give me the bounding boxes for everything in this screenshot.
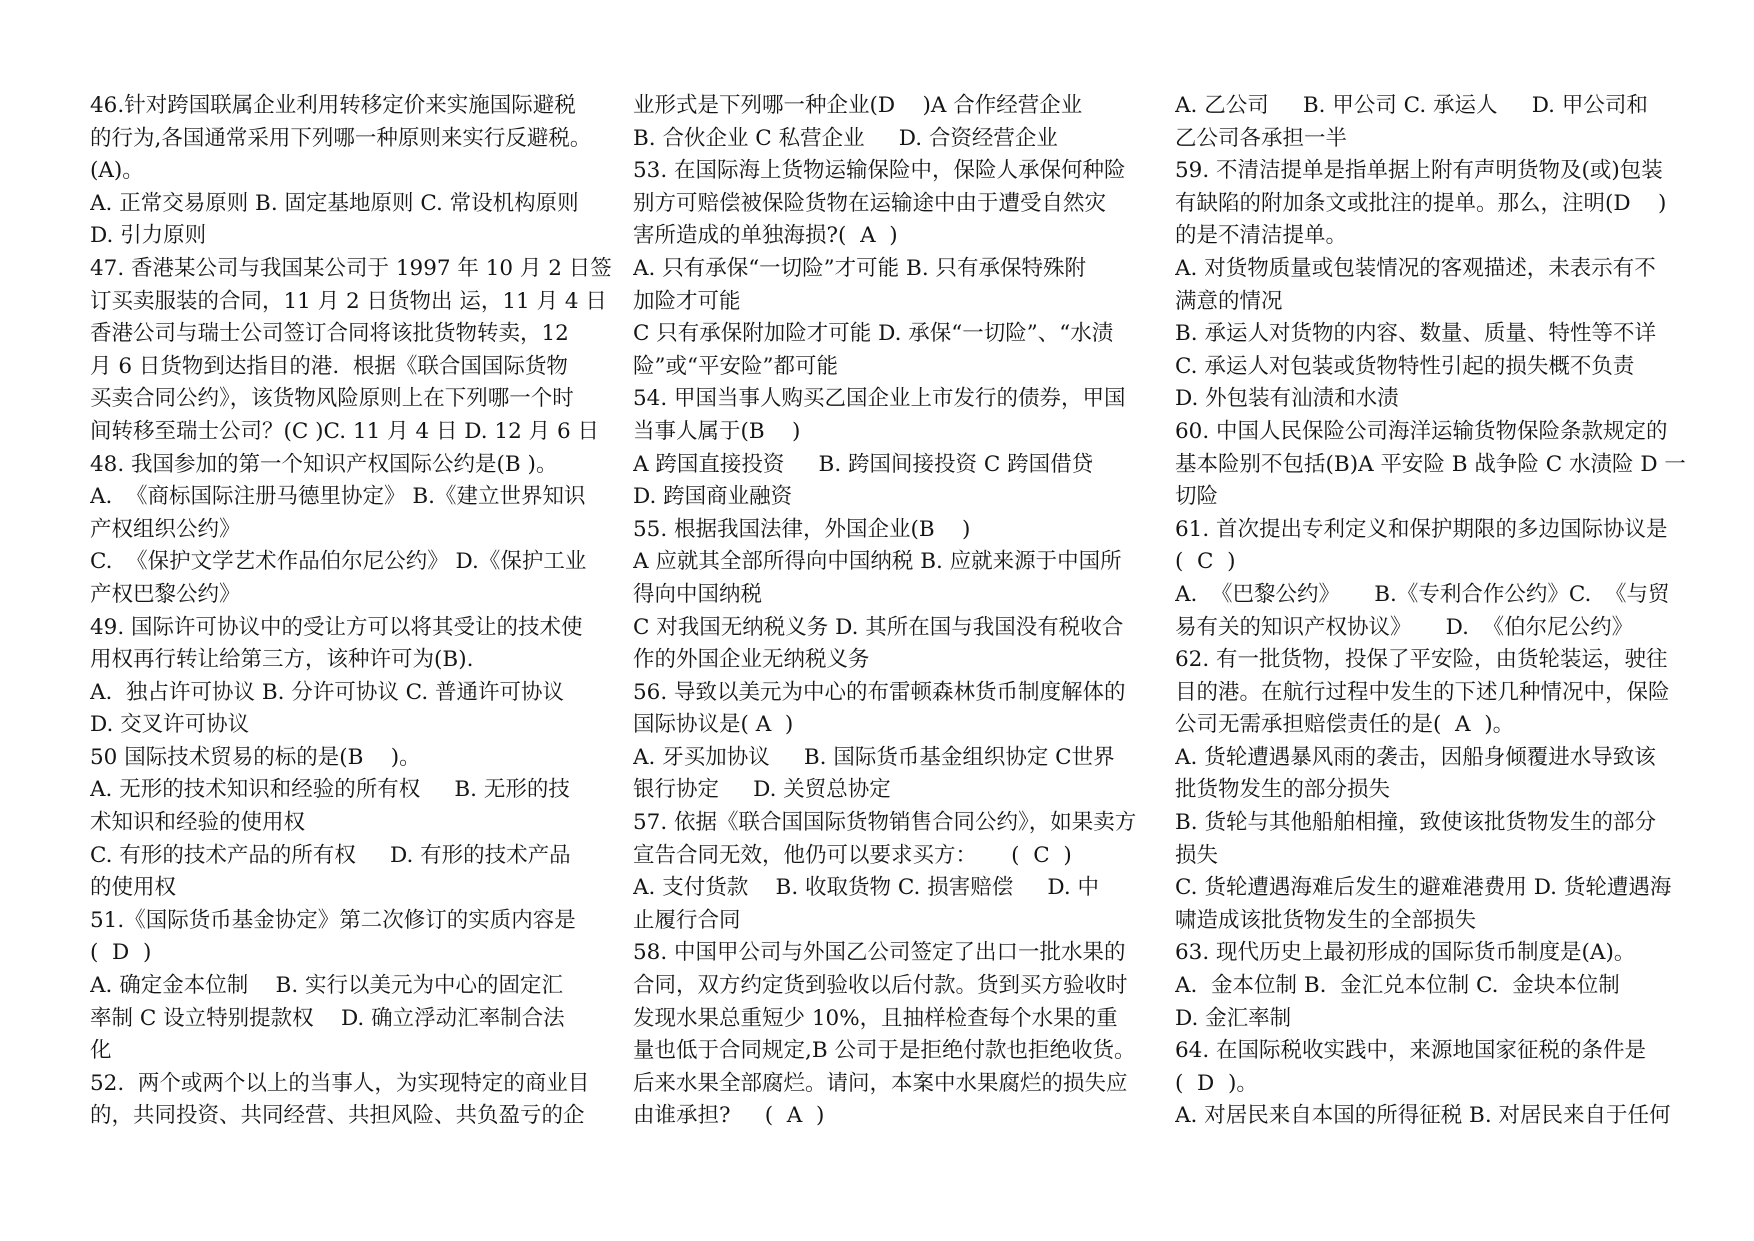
text-line: 46.针对跨国联属企业利用转移定价来实施国际避税 (90, 93, 576, 118)
text-line: 50 国际技术贸易的标的是(B )。 (90, 744, 421, 770)
text-line: 止履行合同 (633, 907, 741, 933)
text-line: B. 货轮与其他船舶相撞，致使该批货物发生的部分 (1175, 810, 1656, 836)
text-line: 62. 有一批货物，投保了平安险，由货轮装运，驶往 (1175, 647, 1668, 673)
text-line: 有缺陷的附加条文或批注的提单。那么，注明(D ) (1175, 190, 1667, 216)
text-line: 险”或“平安险”都可能 (633, 353, 838, 379)
text-line: 63. 现代历史上最初形成的国际货币制度是(A)。 (1175, 940, 1636, 966)
text-line: A. 正常交易原则 B. 固定基地原则 C. 常设机构原则 (90, 190, 579, 216)
text-line: 得向中国纳税 (633, 581, 763, 607)
text-line: 54. 甲国当事人购买乙国企业上市发行的债券，甲国 (633, 386, 1126, 412)
text-line: 后来水果全部腐烂。请问，本案中水果腐烂的损失应 (633, 1070, 1128, 1096)
text-line: (A)。 (90, 158, 144, 184)
text-line: 的是不清洁提单。 (1175, 223, 1348, 249)
text-line: 业形式是下列哪一种企业(D )A 合作经营企业 (633, 93, 1083, 118)
text-line: 月 6 日货物到达指目的港. 根据《联合国国际货物 (90, 353, 568, 379)
text-line: A. 《商标国际注册马德里协定》 B.《建立世界知识 (90, 484, 586, 510)
text-line: 易有关的知识产权协议》 D. 《伯尔尼公约》 (1175, 614, 1634, 640)
text-line: 批货物发生的部分损失 (1175, 777, 1391, 803)
text-line: A. 对货物质量或包装情况的客观描述，未表示有不 (1175, 255, 1656, 281)
text-line: 由谁承担? ( A ) (633, 1103, 825, 1129)
text-line: D. 外包装有汕渍和水渍 (1175, 386, 1399, 412)
text-line: A 跨国直接投资 B. 跨国间接投资 C 跨国借贷 (633, 451, 1094, 477)
text-line: 产权巴黎公约》 (90, 581, 241, 607)
text-line: 率制 C 设立特别提款权 D. 确立浮动汇率制合法 (90, 1005, 565, 1031)
text-line: C 只有承保附加险才可能 D. 承保“一切险”、“水渍 (633, 321, 1114, 347)
text-line: 作的外国企业无纳税义务 (633, 647, 870, 673)
text-line: D. 引力原则 (90, 223, 207, 249)
text-line: 的行为,各国通常采用下列哪一种原则来实行反避税。 (90, 125, 592, 151)
text-line: 64. 在国际税收实践中，来源地国家征税的条件是 (1175, 1038, 1647, 1064)
text-line: A. 无形的技术知识和经验的所有权 B. 无形的技 (90, 777, 570, 803)
text-line: A. 独占许可协议 B. 分许可协议 C. 普通许可协议 (90, 679, 565, 705)
text-line: 国际协议是( A ) (633, 712, 794, 738)
text-line: 61. 首次提出专利定义和保护期限的多边国际协议是 (1175, 516, 1668, 542)
text-line: C. 承运人对包装或货物特性引起的损失概不负责 (1175, 353, 1635, 379)
text-line: B. 承运人对货物的内容、数量、质量、特性等不详 (1175, 321, 1656, 347)
text-line: ( D ) (90, 940, 152, 966)
text-line: A 应就其全部所得向中国纳税 B. 应就来源于中国所 (633, 549, 1122, 575)
text-column-right (1175, 90, 1715, 1133)
text-line: 53. 在国际海上货物运输保险中，保险人承保何种险 (633, 158, 1126, 184)
text-line: 加险才可能 (633, 288, 741, 314)
text-line: 损失 (1175, 842, 1219, 868)
text-line: ( C ) (1175, 549, 1236, 575)
text-line: 基本险别不包括(B)A 平安险 B 战争险 C 水渍险 D 一 (1175, 451, 1686, 477)
text-line: 49. 国际许可协议中的受让方可以将其受让的技术使 (90, 614, 583, 640)
text-line: 60. 中国人民保险公司海洋运输货物保险条款规定的 (1175, 418, 1668, 444)
text-line: 的，共同投资、共同经营、共担风险、共负盈亏的企 (90, 1103, 585, 1129)
text-column-middle (633, 90, 1163, 1133)
text-line: A. 支付货款 B. 收取货物 C. 损害赔偿 D. 中 (633, 875, 1099, 901)
text-line: A. 乙公司 B. 甲公司 C. 承运人 D. 甲公司和 (1175, 93, 1648, 118)
text-line: A. 确定金本位制 B. 实行以美元为中心的固定汇 (90, 973, 564, 999)
text-line: 合同，双方约定货到验收以后付款。货到买方验收时 (633, 973, 1128, 999)
text-line: 买卖合同公约》，该货物风险原则上在下列哪一个时 (90, 386, 574, 412)
text-line: 间转移至瑞士公司？(C )C. 11 月 4 日 D. 12 月 6 日 (90, 418, 599, 444)
text-line: 公司无需承担赔偿责任的是( A )。 (1175, 712, 1515, 738)
text-line: 当事人属于(B ) (633, 418, 801, 444)
text-line: 56. 导致以美元为中心的布雷顿森林货币制度解体的 (633, 679, 1126, 705)
text-line: 59. 不清洁提单是指单据上附有声明货物及(或)包装 (1175, 158, 1663, 184)
text-line: 发现水果总重短少 10%，且抽样检查每个水果的重 (633, 1005, 1118, 1031)
text-line: 化 (90, 1038, 112, 1064)
text-line: 48. 我国参加的第一个知识产权国际公约是(B )。 (90, 451, 558, 477)
text-line: 57. 依据《联合国国际货物销售合同公约》，如果卖方 (633, 810, 1137, 836)
text-line: 满意的情况 (1175, 288, 1283, 314)
text-line: 58. 中国甲公司与外国乙公司签定了出口一批水果的 (633, 940, 1126, 966)
text-line: A. 货轮遭遇暴风雨的袭击，因船身倾覆进水导致该 (1175, 744, 1656, 770)
text-line: A. 只有承保“一切险”才可能 B. 只有承保特殊附 (633, 255, 1086, 281)
text-line: 55. 根据我国法律，外国企业(B ) (633, 516, 971, 542)
text-line: C 对我国无纳税义务 D. 其所在国与我国没有税收合 (633, 614, 1124, 640)
text-line: 47. 香港某公司与我国某公司于 1997 年 10 月 2 日签 (90, 255, 612, 281)
text-line: 用权再行转让给第三方，该种许可为(B). (90, 647, 474, 673)
text-line: D. 跨国商业融资 (633, 484, 793, 510)
text-line: C. 有形的技术产品的所有权 D. 有形的技术产品 (90, 842, 571, 868)
text-line: C. 货轮遭遇海难后发生的避难港费用 D. 货轮遭遇海 (1175, 875, 1672, 901)
text-line: 宣告合同无效，他仍可以要求买方： ( C ) (633, 842, 1072, 868)
text-line: 银行协定 D. 关贸总协定 (633, 777, 891, 803)
text-line: 产权组织公约》 (90, 516, 241, 542)
text-line: 51.《国际货币基金协定》第二次修订的实质内容是 (90, 907, 576, 933)
text-line: 目的港。在航行过程中发生的下述几种情况中，保险 (1175, 679, 1670, 705)
text-line: A. 《巴黎公约》 B.《专利合作公约》C. 《与贸 (1175, 581, 1670, 607)
text-line: 订买卖服装的合同，11 月 2 日货物出 运，11 月 4 日 (90, 288, 607, 314)
text-line: D. 交叉许可协议 (90, 712, 250, 738)
text-line: 量也低于合同规定,B 公司于是拒绝付款也拒绝收货。 (633, 1038, 1136, 1064)
text-line: D. 金汇率制 (1175, 1005, 1292, 1031)
text-line: 香港公司与瑞士公司签订合同将该批货物转卖，12 (90, 321, 569, 347)
text-line: B. 合伙企业 C 私营企业 D. 合资经营企业 (633, 125, 1058, 151)
text-line: 术知识和经验的使用权 (90, 810, 306, 836)
text-line: 害所造成的单独海损?( A ) (633, 223, 898, 249)
text-line: ( D )。 (1175, 1070, 1258, 1096)
text-line: A. 对居民来自本国的所得征税 B. 对居民来自于任何 (1175, 1103, 1671, 1129)
text-line: 乙公司各承担一半 (1175, 125, 1348, 151)
text-column-left (90, 90, 620, 1133)
text-line: C. 《保护文学艺术作品伯尔尼公约》 D.《保护工业 (90, 549, 587, 575)
text-line: 啸造成该批货物发生的全部损失 (1175, 907, 1477, 933)
text-line: 的使用权 (90, 875, 177, 901)
text-line: 切险 (1175, 484, 1219, 510)
text-line: A. 牙买加协议 B. 国际货币基金组织协定 C世界 (633, 744, 1115, 770)
text-line: 52. 两个或两个以上的当事人，为实现特定的商业目 (90, 1070, 590, 1096)
text-line: 别方可赔偿被保险货物在运输途中由于遭受自然灾 (633, 190, 1107, 216)
text-line: A. 金本位制 B. 金汇兑本位制 C. 金块本位制 (1175, 973, 1620, 999)
